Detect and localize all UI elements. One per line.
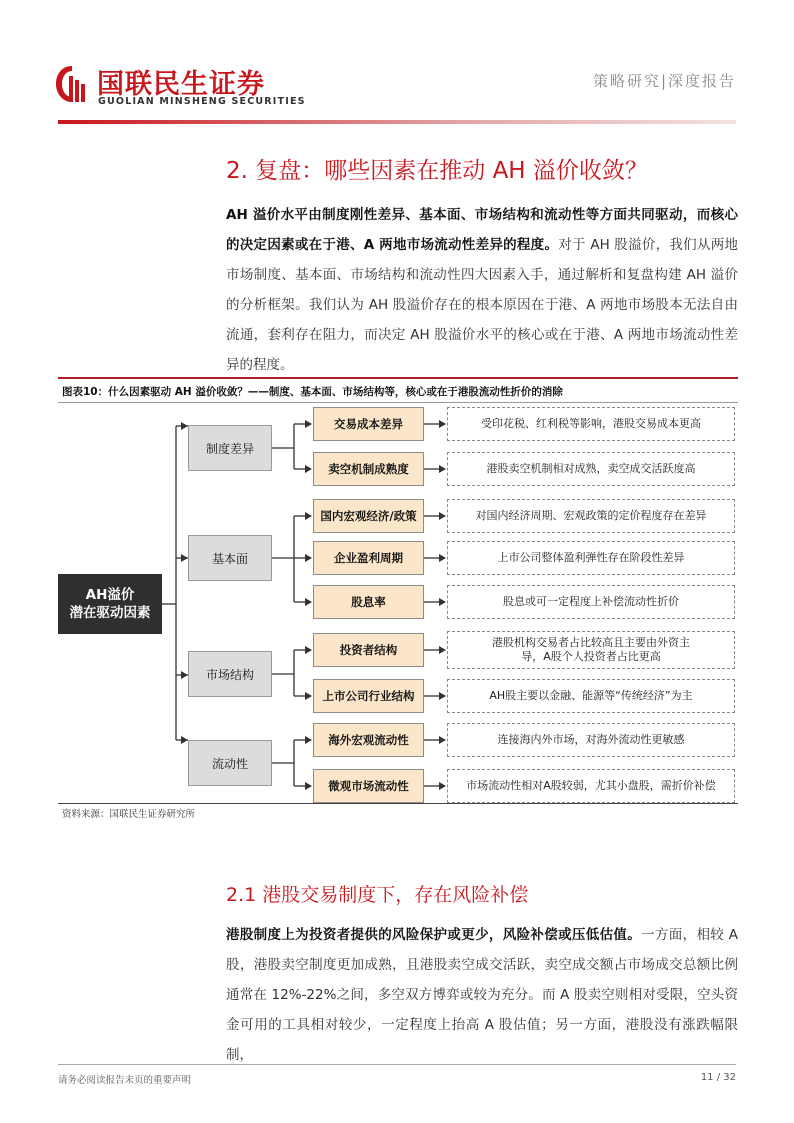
factor-node: 企业盈利周期 [313, 541, 424, 575]
description-node: 受印花税、红利税等影响，港股交易成本更高 [447, 407, 735, 441]
footer-disclaimer: 请务必阅读报告末页的重要声明 [58, 1075, 192, 1086]
root-label-line1: AH溢价 [85, 587, 135, 603]
paragraph-body: 对于 AH 股溢价，我们从两地市场制度、基本面、市场结构和流动性四大因素入手，通过解析和复盘构建 AH 溢价的分析框架。我们认为 AH 股溢价存在的根本原因在于港、A 两地市场股本无法自由流通，套利存在阻力，而决定 AH 股溢价水平的核心或在于港、A 两地市场流动性差异的程度。 [226, 237, 738, 373]
description-node: 连接海内外市场，对海外流动性更敏感 [447, 723, 735, 757]
report-type-tag: 策略研究|深度报告 [592, 72, 736, 90]
category-node-fundamentals: 基本面 [188, 535, 272, 581]
description-node: 港股卖空机制相对成熟，卖空成交活跃度高 [447, 452, 735, 486]
figure-bottom-rule [58, 803, 738, 804]
brand-name-en: GUOLIAN MINSHENG SECURITIES [98, 96, 306, 107]
brand-name-cn: 国联民生证券 [97, 69, 265, 100]
section-title: 2. 复盘：哪些因素在推动 AH 溢价收敛？ [226, 158, 648, 184]
footer-divider [58, 1064, 736, 1065]
factor-node: 微观市场流动性 [313, 769, 424, 803]
diagram-root-node [58, 574, 162, 634]
description-node: 对国内经济周期、宏观政策的定价程度存在差异 [447, 499, 735, 533]
subsection-title: 2.1 港股交易制度下，存在风险补偿 [226, 884, 529, 906]
description-node: 市场流动性相对A股较弱，尤其小盘股，需折价补偿 [447, 769, 735, 803]
factor-node: 国内宏观经济/政策 [313, 499, 424, 533]
category-node-market-structure: 市场结构 [188, 651, 272, 697]
factor-node: 投资者结构 [313, 633, 424, 667]
factor-node: 股息率 [313, 585, 424, 619]
subsection-paragraph [226, 920, 738, 1070]
category-node-liquidity: 流动性 [188, 740, 272, 786]
factor-node: 卖空机制成熟度 [313, 452, 424, 486]
paragraph-lead-bold: 港股制度上为投资者提供的风险保护或更少，风险补偿或压低估值。 [226, 927, 642, 943]
description-node: 港股机构交易者占比较高且主要由外资主导，A股个人投资者占比更高 [447, 631, 735, 669]
description-node: AH股主要以金融、能源等“传统经济”为主 [447, 679, 735, 713]
figure-title: 图表10：什么因素驱动 AH 溢价收敛？——制度、基本面、市场结构等，核心或在于港股流动性折价的消除 [62, 386, 563, 398]
paragraph-lead-bold: AH 溢价水平由制度刚性差异、基本面、市场结构和流动性等方面共同驱动，而核心的决定因素或在于港、A 两地市场流动性差异的程度。 [226, 207, 738, 253]
paragraph-body: 一方面，相较 A 股，港股卖空制度更加成熟，且港股卖空成交活跃，卖空成交额占市场成交总额比例通常在 12%-22%之间，多空双方博弈或较为充分。而 A 股卖空则相对受限，空头资金可用的工具相对较少，一定程度上抬高 A 股估值；另一方面，港股没有涨跌幅限制， [226, 927, 738, 1063]
description-node: 股息或可一定程度上补偿流动性折价 [447, 585, 735, 619]
factor-node: 上市公司行业结构 [313, 679, 424, 713]
factor-node: 交易成本差异 [313, 407, 424, 441]
page-number: 11 / 32 [700, 1072, 736, 1083]
figure-source: 资料来源：国联民生证券研究所 [62, 809, 196, 820]
factor-node: 海外宏观流动性 [313, 723, 424, 757]
root-label-line2: 潜在驱动因素 [69, 605, 151, 621]
category-node-institution: 制度差异 [188, 425, 272, 471]
description-node: 上市公司整体盈利弹性存在阶段性差异 [447, 541, 735, 575]
